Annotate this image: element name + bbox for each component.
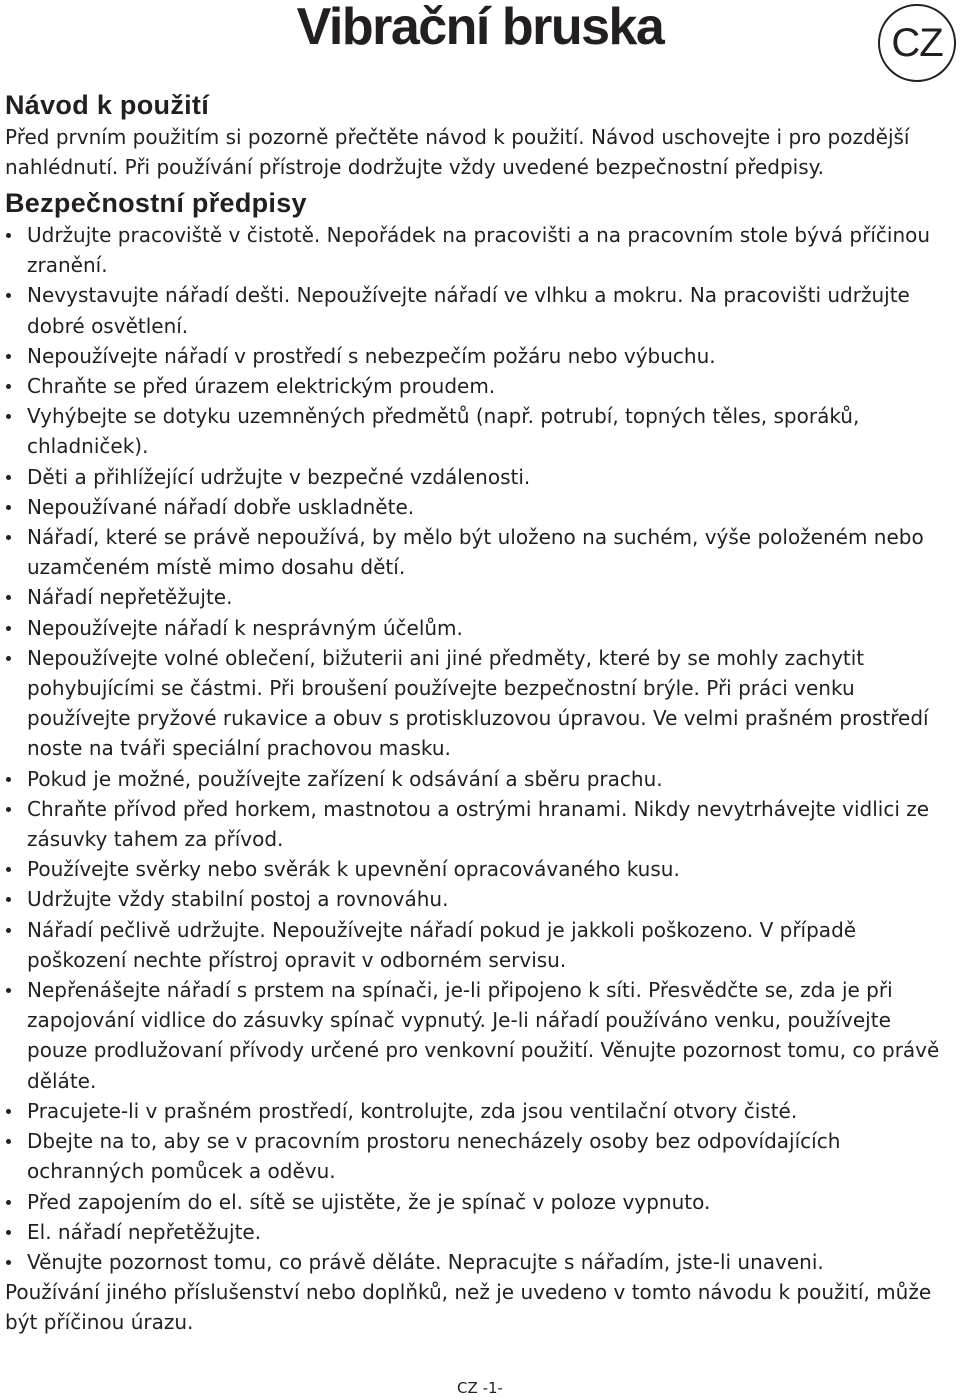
safety-item: Pracujete-li v prašném prostředí, kontrolujte, zda jsou ventilační otvory čisté.	[5, 1096, 950, 1126]
safety-item: Před zapojením do el. sítě se ujistěte, že je spínač v poloze vypnuto.	[5, 1187, 950, 1217]
safety-item: Věnujte pozornost tomu, co právě děláte. Nepracujte s nářadím, jste-li unaveni.	[5, 1247, 950, 1277]
safety-item: Udržujte vždy stabilní postoj a rovnováhu.	[5, 884, 950, 914]
manual-content	[5, 88, 950, 1337]
safety-item: Nepoužívejte volné oblečení, bižuterii ani jiné předměty, které by se mohly zachytit pohybujícími se částmi. Při broušení používejte bezpečnostní brýle. Při práci venku používejte pryžové rukavice a obuv s protiskluzovou úpravou. Ve velmi prašném prostředí noste na tváři speciální prachovou masku.	[5, 643, 950, 764]
safety-item: Nepoužívejte nářadí k nesprávným účelům.	[5, 613, 950, 643]
safety-item: Používejte svěrky nebo svěrák k upevnění opracovávaného kusu.	[5, 854, 950, 884]
safety-item: Nářadí pečlivě udržujte. Nepoužívejte nářadí pokud je jakkoli poškozeno. V případě poškození nechte přístroj opravit v odborném servisu.	[5, 915, 950, 975]
document-title: Vibrační bruska	[296, 0, 664, 56]
manual-intro: Před prvním použitím si pozorně přečtěte návod k použití. Návod uschovejte i pro pozdější nahlédnutí. Při používání přístroje dodržujte vždy uvedené bezpečnostní předpisy.	[5, 125, 910, 179]
safety-item: Nevystavujte nářadí dešti. Nepoužívejte nářadí ve vlhku a mokru. Na pracovišti udržujte dobré osvětlení.	[5, 280, 950, 340]
safety-item: Vyhýbejte se dotyku uzemněných předmětů (např. potrubí, topných těles, sporáků, chladniček).	[5, 401, 950, 461]
safety-item: Pokud je možné, používejte zařízení k odsávání a sběru prachu.	[5, 764, 950, 794]
safety-item: Nepoužívejte nářadí v prostředí s nebezpečím požáru nebo výbuchu.	[5, 341, 950, 371]
safety-item: Chraňte se před úrazem elektrickým proudem.	[5, 371, 950, 401]
page-number: CZ -1-	[457, 1379, 503, 1397]
safety-item: Nářadí, které se právě nepoužívá, by mělo být uloženo na suchém, výše položeném nebo uzamčeném místě mimo dosahu dětí.	[5, 522, 950, 582]
safety-item: El. nářadí nepřetěžujte.	[5, 1217, 950, 1247]
safety-item: Nářadí nepřetěžujte.	[5, 582, 950, 612]
safety-item: Chraňte přívod před horkem, mastnotou a ostrými hranami. Nikdy nevytrhávejte vidlici ze zásuvky tahem za přívod.	[5, 794, 950, 854]
safety-list	[5, 220, 950, 1277]
manual-heading: Návod k použití	[5, 90, 210, 120]
safety-item: Nepřenášejte nářadí s prstem na spínači, je-li připojeno k síti. Přesvědčte se, zda je při zapojování vidlice do zásuvky spínač vypnutý. Je-li nářadí používáno venku, používejte pouze prodlužovaní přívody určené pro venkovní použití. Věnujte pozornost tomu, co právě děláte.	[5, 975, 950, 1096]
safety-heading: Bezpečnostní předpisy	[5, 188, 307, 218]
safety-item: Dbejte na to, aby se v pracovním prostoru nenecházely osoby bez odpovídajících ochranných pomůcek a oděvu.	[5, 1126, 950, 1186]
safety-item: Nepoužívané nářadí dobře uskladněte.	[5, 492, 950, 522]
language-badge: CZ	[878, 4, 956, 82]
closing-note: Používání jiného příslušenství nebo doplňků, než je uvedeno v tomto návodu k použití, může být příčinou úrazu.	[5, 1280, 932, 1335]
safety-item: Udržujte pracoviště v čistotě. Nepořádek na pracovišti a na pracovním stole bývá příčinou zranění.	[5, 220, 950, 280]
safety-item: Děti a přihlížející udržujte v bezpečné vzdálenosti.	[5, 462, 950, 492]
